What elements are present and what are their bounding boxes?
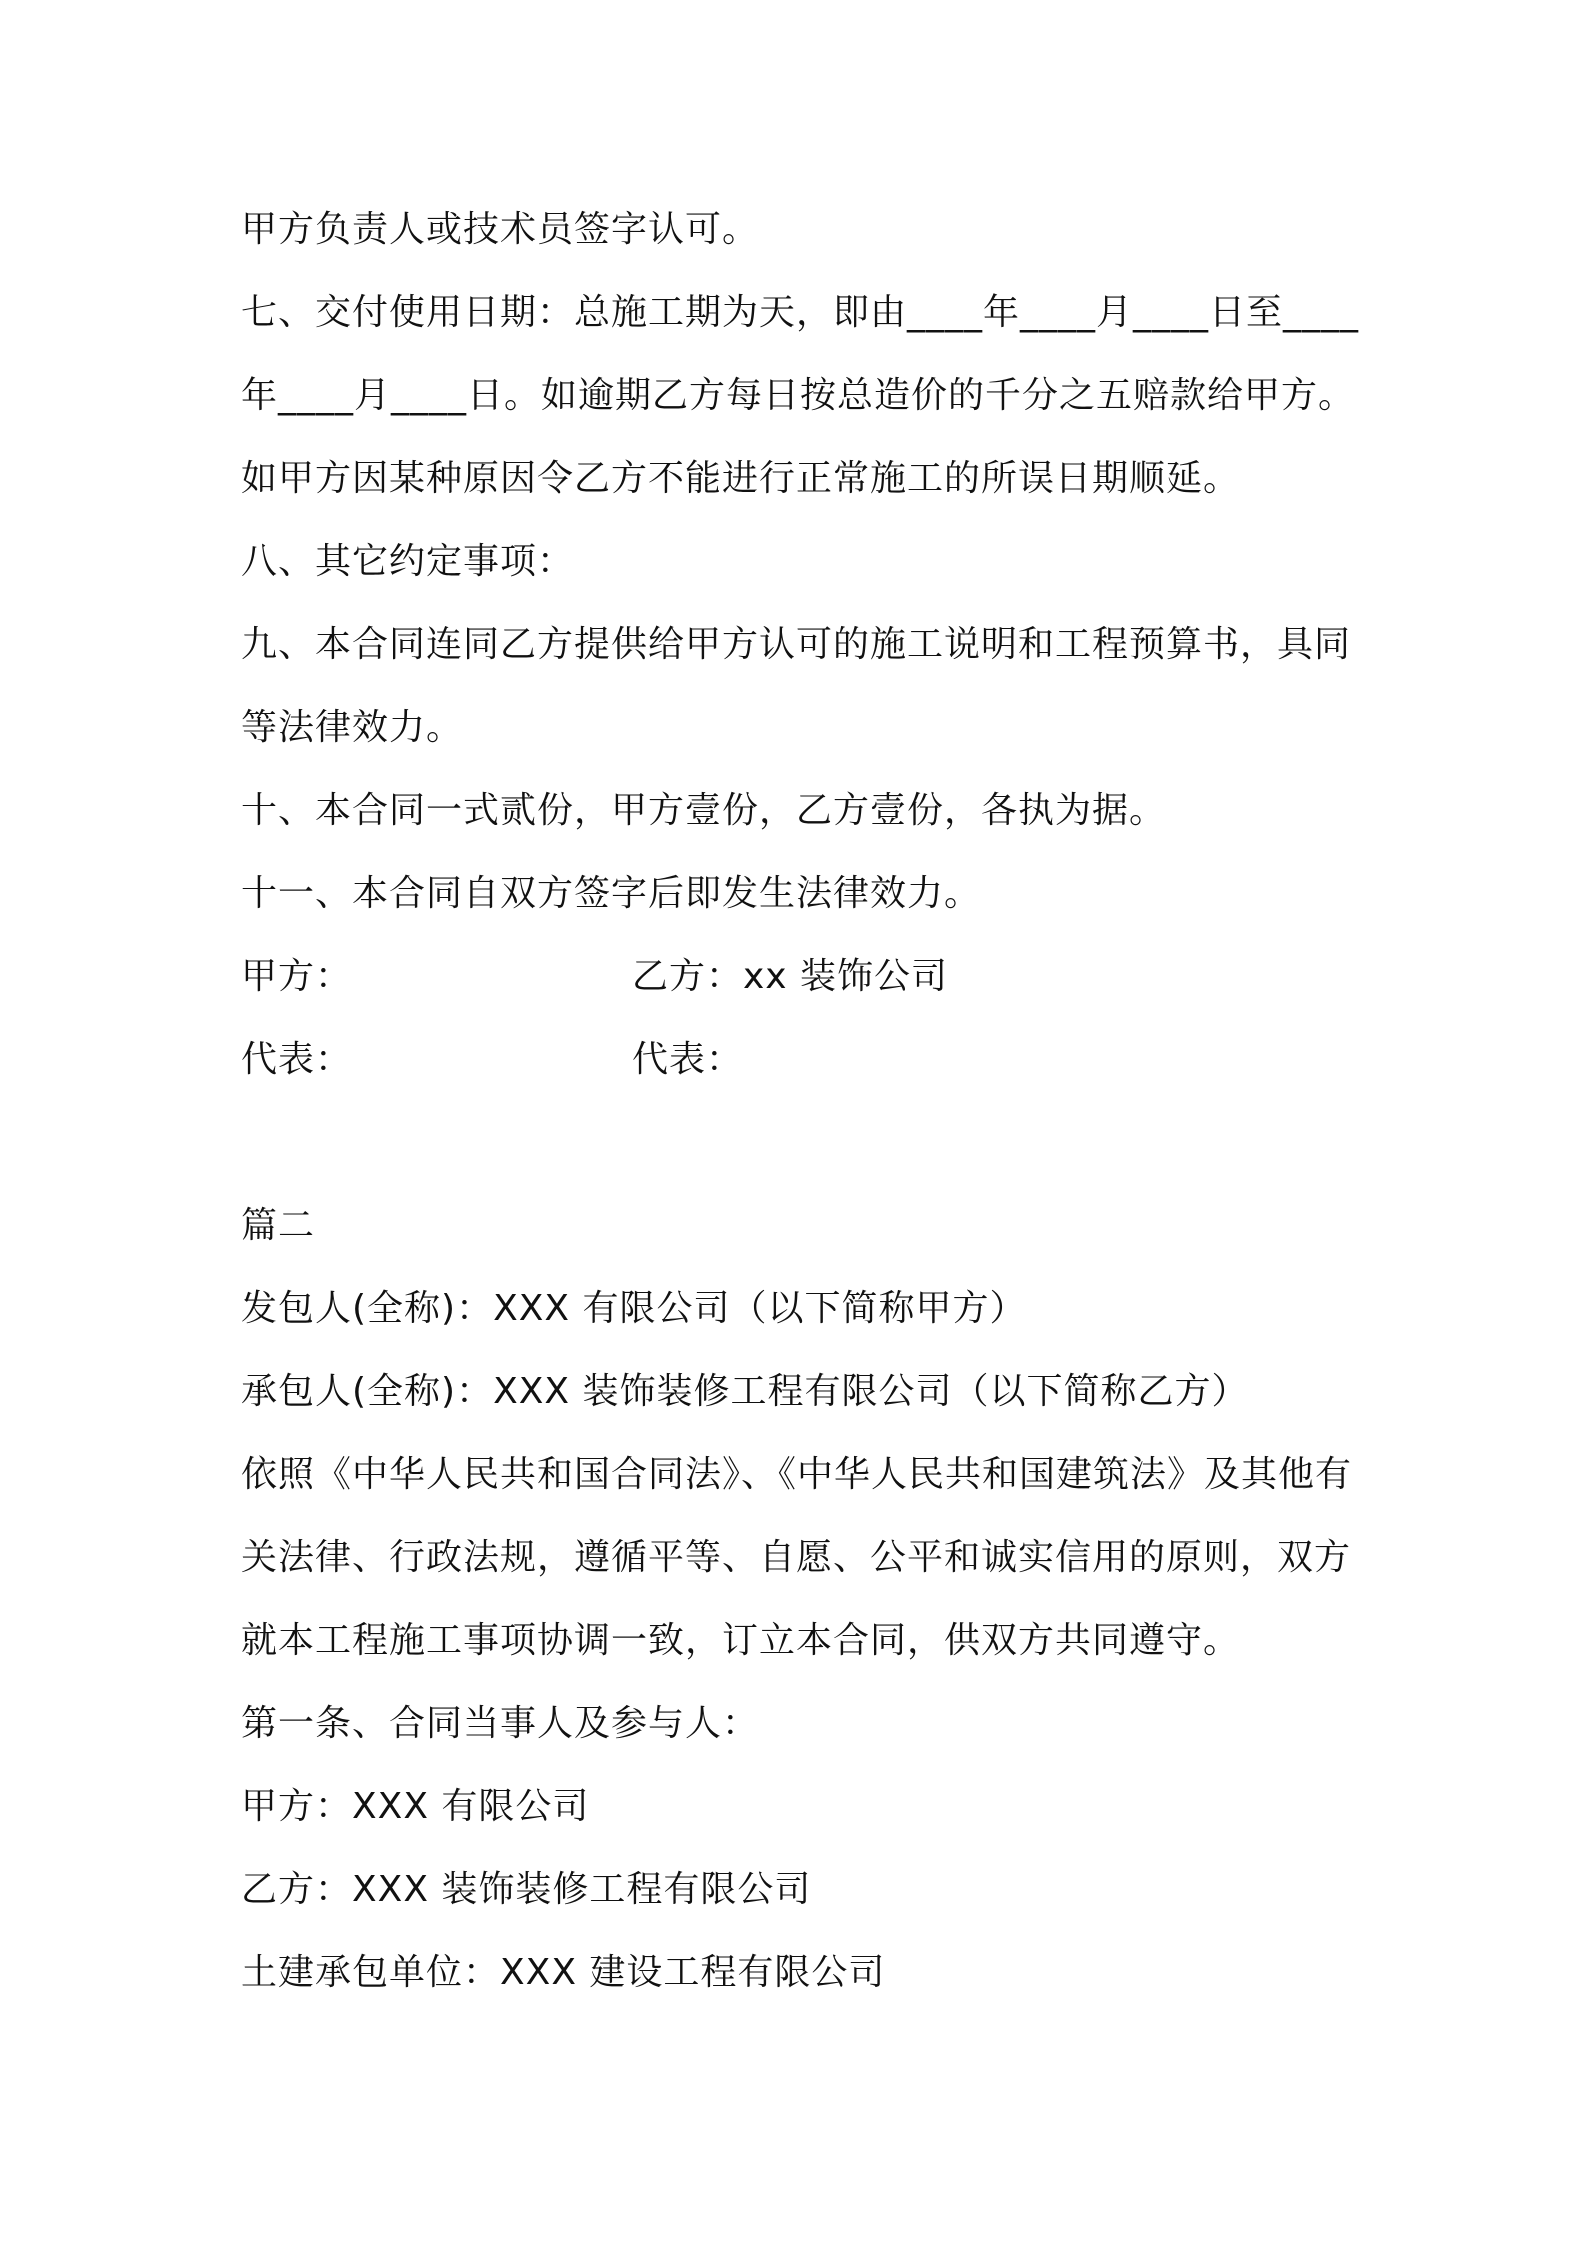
employer-line: 发包人(全称)：XXX 有限公司（以下简称甲方） <box>241 1288 1027 1329</box>
clause-nine-line-2: 等法律效力。 <box>241 707 464 748</box>
party-b-label: 乙方：xx 装饰公司 <box>632 956 949 997</box>
party-b-representative-label: 代表： <box>632 1039 744 1080</box>
clause-nine: 九、本合同连同乙方提供给甲方认可的施工说明和工程预算书，具同 <box>241 624 1352 665</box>
legal-basis-line-3: 就本工程施工事项协调一致，订立本合同，供双方共同遵守。 <box>241 1620 1241 1661</box>
clause-seven-line-3: 如甲方因某种原因令乙方不能进行正常施工的所误日期顺延。 <box>241 458 1241 499</box>
clause-ten: 十、本合同一式贰份，甲方壹份，乙方壹份，各执为据。 <box>241 790 1167 831</box>
clause-seven-line-2: 年____月____日。如逾期乙方每日按总造价的千分之五赔款给甲方。 <box>241 375 1356 416</box>
party-a-representative-label: 代表： <box>241 1039 353 1080</box>
clause-six-continuation: 甲方负责人或技术员签字认可。 <box>241 209 760 250</box>
legal-basis-line-1: 依照《中华人民共和国合同法》、《中华人民共和国建筑法》及其他有 <box>241 1454 1353 1495</box>
party-a-label: 甲方： <box>241 956 353 997</box>
contractor-line: 承包人(全称)：XXX 装饰装修工程有限公司（以下简称乙方） <box>241 1371 1249 1412</box>
clause-eleven: 十一、本合同自双方签字后即发生法律效力。 <box>241 873 982 914</box>
civil-contractor-line: 土建承包单位：XXX 建设工程有限公司 <box>241 1952 886 1993</box>
clause-seven: 七、交付使用日期：总施工期为天，即由____年____月____日至____ <box>241 292 1360 333</box>
party-b-line: 乙方：XXX 装饰装修工程有限公司 <box>241 1869 812 1910</box>
article-one-heading: 第一条、合同当事人及参与人： <box>241 1703 760 1744</box>
section-two-heading: 篇二 <box>241 1205 316 1246</box>
legal-basis-line-2: 关法律、行政法规，遵循平等、自愿、公平和诚实信用的原则，双方 <box>241 1537 1352 1578</box>
clause-eight: 八、其它约定事项： <box>241 541 575 582</box>
party-a-line: 甲方：XXX 有限公司 <box>241 1786 590 1827</box>
